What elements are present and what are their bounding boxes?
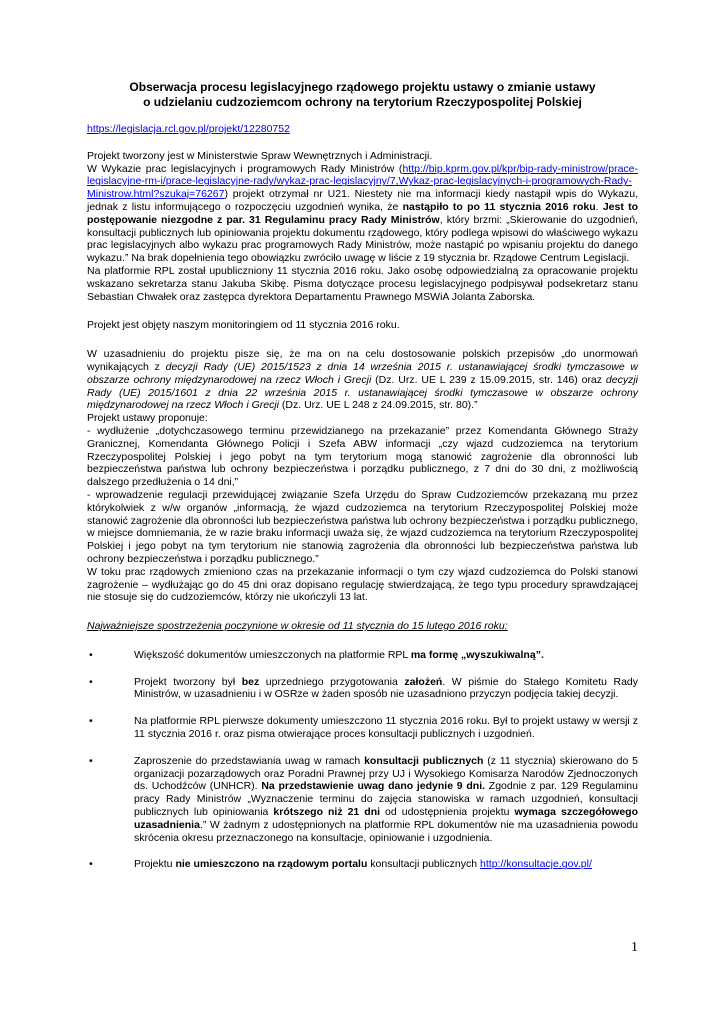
text: Większość dokumentów umieszczonych na platformie RPL — [134, 648, 411, 661]
rpl-paragraph: Na platformie RPL został upubliczniony 11 stycznia 2016 roku. Jako osobę odpowiedzialną za opracowanie projektu wskazano sekretarza stanu Jakuba Skibę. Pisma dotyczące procesu legislacyjnego podpisywał podsekretarz stanu Sebastian Chwałek oraz zastępca dyrektora Departamentu Prawnego MSWiA Jolanta Zaborska. — [87, 264, 638, 303]
bullet-mark: • — [89, 675, 93, 688]
bullet-mark: • — [89, 715, 93, 728]
text: uprzedniego przygotowania — [259, 675, 405, 688]
text: od udostępnienia projektu — [380, 806, 515, 819]
text: Projekt tworzony był — [134, 675, 242, 688]
justification-paragraph — [87, 348, 638, 412]
bold-text: nie umieszczono na rządowym portalu — [175, 858, 368, 871]
bullet-text — [134, 676, 638, 702]
proposes-heading: Projekt ustawy proponuje: — [87, 412, 208, 425]
italic-text: decyzji Rady (UE) 2015/1523 z dnia 14 września 2015 r. ustanawiającej środki tymczasowe w obszarze ochrony międzynarodowej na rzecz Włoch i Grecji — [87, 360, 638, 386]
text: (Dz. Urz. UE L 239 z 15.09.2015, str. 146) oraz — [371, 373, 606, 386]
text: ) projekt otrzymał nr U21. Niestety nie ma informacji kiedy nastąpił wpis do Wykazu, jednak z listu informującego o rozpoczęciu uzgodnień wynika, że — [87, 188, 638, 213]
text: W uzasadnieniu do projektu pisze się, że ma on na celu dostosowanie polskich przepisów „do unormowań wynikających z — [87, 348, 638, 373]
text: (Dz. Urz. UE L 248 z 24.09.2015, str. 80).” — [278, 399, 478, 412]
text: .” W żadnym z udostępnionych na platformie RPL dokumentów nie ma uzasadnienia powodu skrócenia okresu przeznaczonego na konsultacje, opiniowanie i uzgodnienia. — [134, 818, 638, 844]
bold-text: krótszego niż 21 dni — [273, 806, 381, 819]
bold-text: nastąpiło to po 11 stycznia 2016 roku — [402, 200, 596, 213]
source-link[interactable]: https://legislacja.rcl.gov.pl/projekt/12280752 — [87, 123, 290, 135]
text: . — [595, 200, 603, 213]
document-title-line-2: o udzielaniu cudzoziemcom ochrony na terytorium Rzeczypospolitej Polskiej — [143, 94, 582, 109]
bullet-text: Na platformie RPL pierwsze dokumenty umieszczono 11 stycznia 2016 roku. Był to projekt ustawy w wersji z 11 stycznia 2016 r. oraz pisma otwierające proces konsultacji publicznych i uzgodnień. — [134, 715, 638, 741]
bullet-item-5 — [87, 858, 638, 871]
konsultacje-link[interactable]: http://konsultacje.gov.pl/ — [480, 858, 592, 871]
italic-text: decyzji Rady (UE) 2015/1601 z dnia 22 września 2015 r. ustanawiającej środki tymczasowe w obszarze ochrony międzynarodowej na rzecz Włoch i Grecji — [87, 373, 638, 412]
text: . W piśmie do Stałego Komitetu Rady Ministrów, w uzasadnieniu i w OSRze w żaden sposób nie uzasadniono przyczyn podjęcia takiej decyzji. — [134, 675, 638, 701]
intro-paragraph — [87, 163, 638, 265]
text: (z 11 stycznia) skierowano do 5 organizacji pozarządowych oraz Poradni Prawnej przy UJ i Wysokiego Komisarza Narodów Zjednoczonych ds. Uchodźców (UNHCR). — [134, 754, 638, 793]
observations-heading: Najważniejsze spostrzeżenia poczynione w okresie od 11 stycznia do 15 lutego 2016 roku: — [87, 620, 508, 633]
bullet-item-2 — [87, 676, 638, 702]
text: Zaproszenie do przedstawiania uwag w ramach — [134, 754, 365, 767]
bold-text: wymaga szczegółowego uzasadnienia — [134, 806, 638, 831]
document-title-line-1: Obserwacja procesu legislacyjnego rządowego projektu ustawy o zmianie ustawy — [129, 80, 596, 94]
bullet-text — [134, 649, 638, 662]
bullet-mark: • — [89, 648, 93, 661]
text: W Wykazie prac legislacyjnych i programowych Rady Ministrów ( — [87, 162, 403, 175]
wykaz-link[interactable]: http://bip.kprm.gov.pl/kpr/bip-rady-ministrow/prace-legislacyjne-rm-i/prace-legislacyjne-rady/wykaz-prac-legislacyjny/7,Wykaz-prac-legislacyjnych-i-programowych-Rady-Ministrow.html?szukaj=76267 — [87, 162, 638, 201]
proposal-item-1: - wydłużenie „dotychczasowego terminu przewidzianego na przekazanie” przez Komendanta Głównego Straży Granicznej, Komendanta Głównego Policji i Szefa ABW informacji „czy wjazd cudzoziemca na terytorium Rzeczypospolitej Polskiej i jego pobyt na tym terytorium mogą stanowić zagrożenie dla obronności lub bezpieczeństwa państwa lub ochrony bezpieczeństwa i porządku publicznego, z 7 dni do 30 dni, z możliwością dalszego przedłużenia o 14 dni,” — [87, 424, 638, 489]
text: Projektu — [134, 858, 176, 871]
bold-text: bez — [241, 675, 260, 688]
text: konsultacji publicznych — [367, 858, 481, 871]
bold-text: Na przedstawienie uwag dano jedynie 9 dni. — [261, 780, 486, 793]
bullet-item-1 — [87, 649, 638, 662]
page-number: 1 — [631, 940, 638, 955]
intro-line-1: Projekt tworzony jest w Ministerstwie Spraw Wewnętrznych i Administracji. — [87, 149, 433, 162]
bullet-item-3 — [87, 715, 638, 741]
text: , który brzmi: „Skierowanie do uzgodnień, konsultacji publicznych lub opiniowania projektu dokumentu rządowego, który podlega wpisowi do właściwego wykazu prac legislacyjnych albo wykazu prac programowych Rady Ministrów, może nastąpić po wpisaniu projektu do danego wykazu.” Na brak dopełnienia tego obowiązku zwróciło uwagę w liście z 19 stycznia br. Rządowe Centrum Legislacji. — [87, 213, 638, 265]
bold-text: Jest to postępowanie niezgodne z par. 31 Regulaminu pracy Rady Ministrów — [87, 200, 638, 226]
text: Zgodnie z par. 129 Regulaminu pracy Rady Ministrów „Wyznaczenie terminu do zajęcia stanowiska w ramach uzgodnień, konsultacji publicznych lub opiniowania — [134, 780, 638, 819]
bullet-item-4 — [87, 755, 638, 845]
bold-text: założeń — [404, 675, 443, 688]
bullet-mark: • — [89, 754, 93, 767]
monitoring-paragraph: Projekt jest objęty naszym monitoringiem od 11 stycznia 2016 roku. — [87, 319, 400, 332]
proposal-item-2: - wprowadzenie regulacji przewidującej związanie Szefa Urzędu do Spraw Cudzoziemców przekazaną mu przez którykolwiek z w/w organów „informacją, że wjazd cudzoziemca na terytorium Rzeczypospolitej Polskiej może stanowić zagrożenie dla obronności lub bezpieczeństwa państwa lub ochrony bezpieczeństwa i porządku publicznego, w miejsce domniemania, że w razie braku informacji uważa się, że wjazd cudzoziemca na terytorium Rzeczypospolitej Polskiej i jego pobyt na tym terytorium nie stanowią zagrożenia dla obronności lub bezpieczeństwa państwa lub ochrony bezpieczeństwa i porządku publicznego.” — [87, 488, 638, 565]
bullet-text — [134, 858, 638, 871]
bullet-text — [134, 755, 638, 845]
bullet-mark: • — [89, 858, 93, 871]
bold-text: ma formę „wyszukiwalną”. — [410, 648, 544, 661]
bold-text: konsultacji publicznych — [364, 754, 484, 767]
government-work-paragraph: W toku prac rządowych zmieniono czas na przekazanie informacji o tym czy wjazd cudzoziemca do Polski stanowi zagrożenie – wydłużając go do 45 dni oraz dopisano regulację stwierdzającą, że tego typu procedury sprawdzającej nie stosuje się do cudzoziemców, którzy nie ukończyli 13 lat. — [87, 565, 638, 604]
